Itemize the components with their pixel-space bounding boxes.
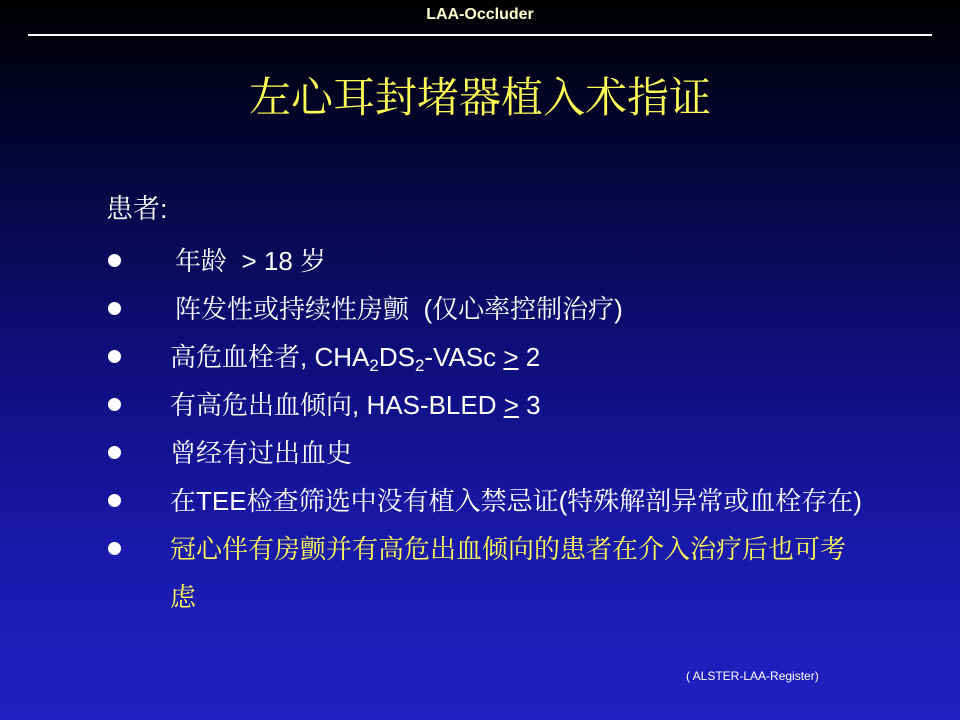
indication-text: DS	[378, 342, 415, 372]
header-divider	[28, 34, 932, 36]
bullet-icon	[108, 398, 121, 411]
indication-bleeding-history: 曾经有过出血史	[170, 438, 353, 468]
indication-af-type: 阵发性或持续性房颤 (仅心率控制治疗)	[175, 294, 623, 324]
indication-text: -VASc	[424, 342, 504, 372]
indication-bleeding-risk	[170, 389, 541, 421]
indication-age: 年龄 > 18 岁	[175, 246, 326, 276]
indication-text: 有高危出血倾向, HAS-BLED	[170, 390, 504, 420]
subscript: 2	[369, 356, 379, 375]
indication-tee-screening: 在TEE检查筛选中没有植入禁忌证(特殊解剖异常或血栓存在)	[170, 486, 862, 516]
bullet-icon	[108, 254, 121, 267]
greater-equal-operator: >	[503, 390, 519, 420]
indication-coronary-af-line-2: 虑	[170, 582, 197, 612]
subscript: 2	[414, 356, 425, 375]
indication-thrombosis-risk	[170, 341, 540, 373]
bullet-icon	[108, 542, 121, 555]
bullet-icon	[108, 302, 121, 315]
header-title: LAA-Occluder	[426, 6, 534, 23]
indication-text: 高危血栓者, CHA	[170, 342, 370, 372]
bullet-icon	[108, 494, 121, 507]
score-threshold: 3	[518, 390, 541, 420]
bullet-icon	[108, 446, 121, 459]
score-threshold: 2	[518, 342, 541, 372]
slide-title: 左心耳封堵器植入术指证	[248, 74, 711, 121]
greater-equal-operator: >	[503, 342, 519, 372]
patients-label: 患者:	[106, 194, 168, 224]
source-footnote: ( ALSTER-LAA-Register)	[686, 669, 819, 683]
indication-coronary-af-line-1: 冠心伴有房颤并有高危出血倾向的患者在介入治疗后也可考	[170, 534, 847, 564]
bullet-icon	[108, 350, 121, 363]
